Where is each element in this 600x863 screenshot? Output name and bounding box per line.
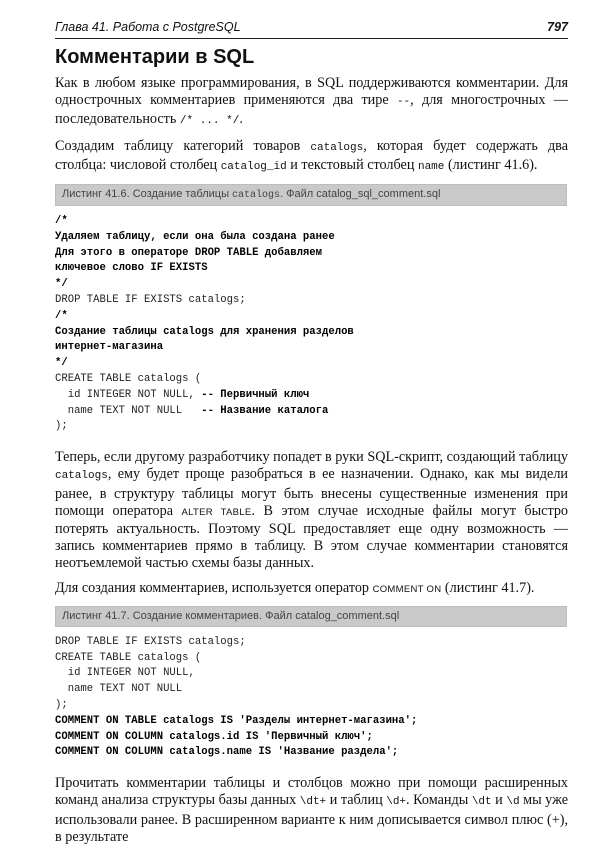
- code-comment: -- Название каталога: [201, 404, 329, 417]
- inline-code: catalogs: [55, 470, 108, 483]
- inline-code: --: [396, 96, 411, 109]
- text-run: мы уже использовали ранее. В расширенном варианте к ним дописывается символ плюс (+), в результате: [55, 792, 568, 845]
- text-run: (листинг 41.6).: [444, 156, 538, 173]
- text-run: , которая будет содержать два столбца: числовой столбец: [55, 137, 568, 173]
- code-line: [55, 635, 568, 651]
- code-line: [55, 309, 568, 325]
- code-line: [55, 293, 568, 309]
- paragraph: [55, 449, 568, 572]
- running-header: [55, 18, 568, 39]
- code-text: id INTEGER NOT NULL,: [55, 388, 202, 401]
- code-line: [55, 730, 568, 746]
- code-comment: COMMENT ON TABLE catalogs IS 'Разделы интернет-магазина';: [55, 714, 418, 727]
- inline-code: ALTER TABLE: [181, 506, 252, 518]
- text-run: Создадим таблицу категорий товаров: [55, 137, 311, 154]
- chapter-title: Глава 41. Работа с PostgreSQL: [55, 20, 241, 34]
- code-comment: Удаляем таблицу, если она была создана ранее: [55, 230, 335, 243]
- code-line: [55, 714, 568, 730]
- text-run: , ему будет проще разобраться в ее назначении. Однако, как мы видели ранее, в структуру таблицы могут быть внесены существенные изменения при помощи оператора: [55, 466, 568, 519]
- code-line: [55, 340, 568, 356]
- text-run: Теперь, если другому разработчику попадет в руки SQL-скрипт, создающий таблицу: [55, 449, 568, 466]
- code-text: CREATE TABLE catalogs (: [55, 651, 202, 664]
- code-text: DROP TABLE IF EXISTS catalogs;: [55, 294, 246, 306]
- code-line: [55, 214, 568, 230]
- code-text: );: [55, 420, 68, 433]
- code-line: [55, 682, 568, 698]
- code-comment: */: [55, 357, 68, 370]
- text-run: Для создания комментариев, используется оператор: [55, 579, 373, 596]
- code-line: [55, 404, 568, 420]
- inline-code: \dt+: [299, 796, 327, 809]
- code-line: [55, 372, 568, 388]
- code-line: [55, 651, 568, 667]
- code-line: [55, 698, 568, 714]
- code-text: name TEXT NOT NULL: [55, 683, 183, 696]
- code-line: [55, 356, 568, 372]
- code-text: id INTEGER NOT NULL,: [55, 667, 195, 680]
- code-comment: Создание таблицы catalogs для хранения разделов: [55, 325, 354, 338]
- code-comment: COMMENT ON COLUMN catalogs.id IS 'Первичный ключ';: [55, 730, 373, 743]
- code-comment: /*: [55, 215, 68, 228]
- inline-code: name: [417, 160, 445, 173]
- code-line: [55, 419, 568, 435]
- text-run: , для многострочных — последовательность: [55, 92, 568, 128]
- text-run: (листинг 41.7).: [441, 579, 535, 596]
- paragraph: [55, 775, 568, 846]
- inline-code: \dt: [471, 796, 492, 809]
- code-text: DROP TABLE IF EXISTS catalogs;: [55, 635, 246, 648]
- inline-code: catalogs: [310, 141, 364, 154]
- code-comment: -- Первичный ключ: [201, 388, 310, 401]
- code-listing: [55, 214, 568, 435]
- code-text: name TEXT NOT NULL: [55, 404, 202, 417]
- code-text: );: [55, 698, 68, 711]
- inline-code: \d+: [386, 796, 407, 809]
- code-line: [55, 277, 568, 293]
- text-run: и таблиц: [326, 792, 387, 809]
- paragraph: [55, 580, 568, 598]
- text-run: . В этом случае исходные файлы могут быстро потерять актуальность. Поэтому SQL предоставляет еще одну возможность — запись комментариев прямо в таблицу. В этом случае комментарии становятся неотъемлемой частью схемы базы данных.: [55, 502, 569, 572]
- text-run: . Команды: [406, 792, 472, 809]
- text-run: Прочитать комментарии таблицы и столбцов можно при помощи расширенных команд анализа структуры базы данных: [55, 775, 568, 809]
- code-line: [55, 261, 568, 277]
- text-run: Как в любом языке программирования, в SQL поддерживаются комментарии. Для однострочных комментариев применяются два тире: [55, 75, 568, 109]
- code-line: [55, 666, 568, 682]
- code-comment: интернет-магазина: [55, 341, 164, 354]
- inline-code: catalogs: [232, 190, 281, 202]
- code-comment: /*: [55, 309, 68, 322]
- code-line: [55, 325, 568, 341]
- text-run: .: [239, 111, 243, 128]
- code-comment: COMMENT ON COLUMN catalogs.name IS 'Название раздела';: [55, 746, 399, 759]
- page-number: 797: [547, 20, 568, 34]
- code-line: [55, 745, 568, 761]
- text-run: и: [491, 792, 507, 809]
- inline-code: COMMENT ON: [372, 583, 442, 595]
- paragraph: [55, 75, 568, 131]
- code-line: [55, 246, 568, 262]
- code-line: [55, 230, 568, 246]
- code-listing: [55, 635, 568, 761]
- code-comment: */: [55, 278, 68, 291]
- listing-caption: [55, 606, 567, 627]
- inline-code: catalog_id: [220, 160, 287, 173]
- text-run: и текстовый столбец: [286, 156, 418, 173]
- inline-code: /* ... */: [179, 115, 240, 128]
- text-run: Листинг 41.7. Создание комментариев. Файл catalog_comment.sql: [62, 609, 400, 622]
- paragraph: [55, 138, 568, 176]
- listing-caption: [55, 184, 567, 206]
- text-run: Листинг 41.6. Создание таблицы: [62, 188, 233, 201]
- code-comment: Для этого в операторе DROP TABLE добавляем: [55, 246, 323, 259]
- code-text: CREATE TABLE catalogs (: [55, 372, 202, 385]
- code-line: [55, 388, 568, 404]
- code-comment: ключевое слово IF EXISTS: [55, 262, 208, 275]
- section-title: Комментарии в SQL: [55, 46, 255, 68]
- text-run: . Файл catalog_sql_comment.sql: [280, 188, 441, 201]
- inline-code: \d: [506, 796, 520, 809]
